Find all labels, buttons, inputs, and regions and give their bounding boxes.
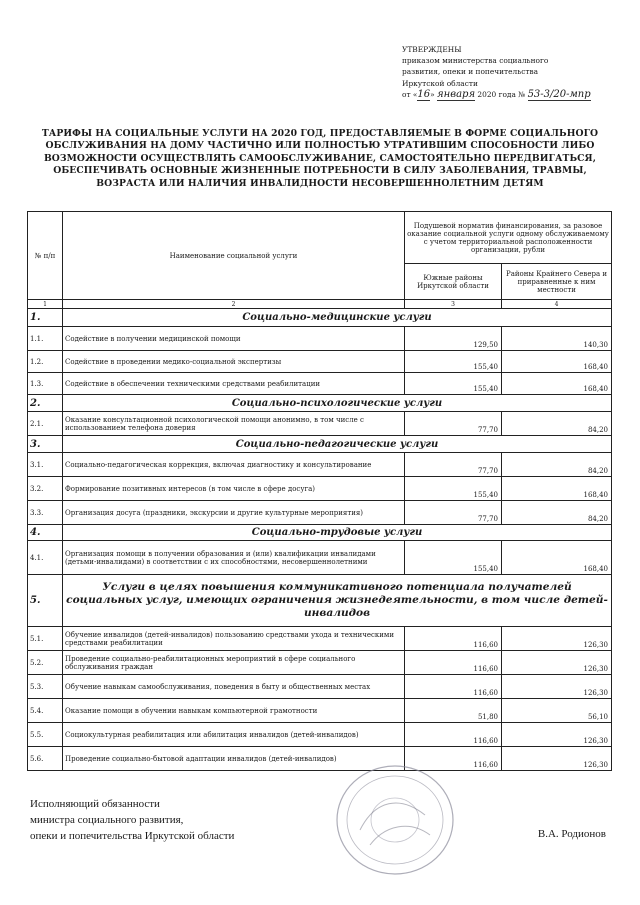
header-south: Южные районы Иркутской области: [405, 264, 502, 300]
table-row: [28, 627, 612, 651]
section-row: [28, 575, 612, 627]
row-num: 1.2.: [28, 351, 63, 373]
table-row: [28, 651, 612, 675]
signatory-name: В.А. Родионов: [537, 828, 606, 840]
row-num: 5.1.: [28, 627, 63, 651]
table-row: [28, 412, 612, 436]
section-row: [28, 525, 612, 541]
section-title: Социально-трудовые услуги: [63, 525, 612, 541]
row-name: Проведение социально-реабилитационных мероприятий в сфере социального обслуживания граждан: [63, 651, 405, 675]
row-num: 5.3.: [28, 675, 63, 699]
row-south: 155,40: [405, 351, 502, 373]
row-north: 126,30: [502, 627, 612, 651]
row-north: 126,30: [502, 747, 612, 771]
row-num: 3.1.: [28, 453, 63, 477]
table-row: [28, 675, 612, 699]
colnum: 4: [502, 300, 612, 309]
section-num: 1.: [28, 309, 63, 327]
table-row: [28, 501, 612, 525]
row-num: 1.1.: [28, 327, 63, 351]
row-north: 140,30: [502, 327, 612, 351]
section-title: Социально-педагогические услуги: [63, 436, 612, 453]
row-north: 84,20: [502, 501, 612, 525]
section-num: 5.: [28, 575, 63, 627]
approval-day: 16: [417, 88, 431, 100]
row-num: 3.2.: [28, 477, 63, 501]
approval-line: Иркутской области: [402, 78, 478, 88]
approval-date: от «16» января 2020 года № 53-3/20-мпр: [402, 88, 591, 100]
row-num: 5.6.: [28, 747, 63, 771]
table-row: [28, 541, 612, 575]
approval-line: развития, опеки и попечительства: [402, 67, 539, 77]
row-num: 2.1.: [28, 412, 63, 436]
row-south: 155,40: [405, 477, 502, 501]
colnum: 3: [405, 300, 502, 309]
approval-block: [402, 44, 632, 101]
row-north: 84,20: [502, 412, 612, 436]
section-num: 3.: [28, 436, 63, 453]
row-name: Организация помощи в получении образования и (или) квалификации инвалидами (детьми-инвалидами) в соответствии с их способностями, несовершеннолетними: [63, 541, 405, 575]
row-name: Содействие в проведении медико-социальной экспертизы: [63, 351, 405, 373]
row-name: Содействие в обеспечении техническими средствами реабилитации: [63, 373, 405, 395]
section-row: [28, 395, 612, 412]
header-norm: Подушевой норматив финансирования, за разовое оказание социальной услуги одному обслуживаемому с учетом территориальной расположенности организации, рубли: [405, 212, 612, 264]
row-num: 4.1.: [28, 541, 63, 575]
row-name: Социокультурная реабилитация или абилитация инвалидов (детей-инвалидов): [63, 723, 405, 747]
row-south: 116,60: [405, 723, 502, 747]
row-north: 168,40: [502, 373, 612, 395]
row-north: 126,30: [502, 723, 612, 747]
row-south: 51,80: [405, 699, 502, 723]
section-title: Социально-психологические услуги: [63, 395, 612, 412]
row-num: 3.3.: [28, 501, 63, 525]
row-south: 77,70: [405, 501, 502, 525]
header-num: № п/п: [28, 212, 63, 300]
row-south: 116,60: [405, 651, 502, 675]
approval-number: 53-3/20-мпр: [527, 88, 591, 100]
colnum: 1: [28, 300, 63, 309]
row-north: 84,20: [502, 453, 612, 477]
official-seal-icon: [330, 760, 460, 880]
signature-line: опеки и попечительства Иркутской области: [30, 830, 235, 842]
row-south: 77,70: [405, 453, 502, 477]
table-row: [28, 373, 612, 395]
row-south: 116,60: [405, 675, 502, 699]
row-north: 126,30: [502, 675, 612, 699]
row-name: Обучение навыкам самообслуживания, поведения в быту и общественных местах: [63, 675, 405, 699]
approval-month: января: [437, 88, 476, 100]
section-num: 2.: [28, 395, 63, 412]
section-title: Социально-медицинские услуги: [63, 309, 612, 327]
signature-line: Исполняющий обязанности: [30, 798, 160, 810]
row-south: 155,40: [405, 541, 502, 575]
table-row: [28, 747, 612, 771]
row-num: 5.4.: [28, 699, 63, 723]
row-north: 56,10: [502, 699, 612, 723]
table-row: [28, 699, 612, 723]
row-south: 116,60: [405, 747, 502, 771]
row-south: 77,70: [405, 412, 502, 436]
row-name: Оказание консультационной психологической помощи анонимно, в том числе с использованием телефона доверия: [63, 412, 405, 436]
row-south: 129,50: [405, 327, 502, 351]
table-row: [28, 351, 612, 373]
row-north: 168,40: [502, 477, 612, 501]
table-row: [28, 453, 612, 477]
row-north: 168,40: [502, 541, 612, 575]
table-row: [28, 327, 612, 351]
row-name: Содействие в получении медицинской помощи: [63, 327, 405, 351]
section-row: [28, 436, 612, 453]
row-name: Формирование позитивных интересов (в том числе в сфере досуга): [63, 477, 405, 501]
signature-block: [30, 796, 234, 844]
document-title: ТАРИФЫ НА СОЦИАЛЬНЫЕ УСЛУГИ НА 2020 ГОД, ПРЕДОСТАВЛЯЕМЫЕ В ФОРМЕ СОЦИАЛЬНОГО ОБСЛУЖИВАНИЯ НА ДОМУ ЧАСТИЧНО ИЛИ ПОЛНОСТЬЮ УТРАТИВШИМ СПОСОБНОСТИ ЛИБО ВОЗМОЖНОСТИ ОСУЩЕСТВЛЯТЬ САМООБСЛУЖИВАНИЕ, САМОСТОЯТЕЛЬНО ПЕРЕДВИГАТЬСЯ, ОБЕСПЕЧИВАТЬ ОСНОВНЫЕ ЖИЗНЕННЫЕ ПОТРЕБНОСТИ В СИЛУ ЗАБОЛЕВАНИЯ, ТРАВМЫ, ВОЗРАСТА ИЛИ НАЛИЧИЯ ИНВАЛИДНОСТИ НЕСОВЕРШЕННОЛЕТНИМ ДЕТЯМ: [41, 128, 599, 189]
row-name: Организация досуга (праздники, экскурсии и другие культурные мероприятия): [63, 501, 405, 525]
table-row: [28, 723, 612, 747]
row-name: Оказание помощи в обучении навыкам компьютерной грамотности: [63, 699, 405, 723]
row-name: Социально-педагогическая коррекция, включая диагностику и консультирование: [63, 453, 405, 477]
section-row: [28, 309, 612, 327]
table-row: [28, 477, 612, 501]
row-num: 1.3.: [28, 373, 63, 395]
approval-line: приказом министерства социального: [402, 56, 549, 66]
row-num: 5.5.: [28, 723, 63, 747]
approval-line: УТВЕРЖДЕНЫ: [402, 45, 462, 54]
row-south: 155,40: [405, 373, 502, 395]
row-north: 168,40: [502, 351, 612, 373]
section-num: 4.: [28, 525, 63, 541]
header-name: Наименование социальной услуги: [63, 212, 405, 300]
tariffs-table: [27, 211, 612, 771]
row-num: 5.2.: [28, 651, 63, 675]
row-south: 116,60: [405, 627, 502, 651]
signature-line: министра социального развития,: [30, 814, 184, 826]
row-north: 126,30: [502, 651, 612, 675]
row-name: Обучение инвалидов (детей-инвалидов) пользованию средствами ухода и техническими средствами реабилитации: [63, 627, 405, 651]
row-name: Проведение социально-бытовой адаптации инвалидов (детей-инвалидов): [63, 747, 405, 771]
header-north: Районы Крайнего Севера и приравненные к ним местности: [502, 264, 612, 300]
colnum: 2: [63, 300, 405, 309]
section-title: Услуги в целях повышения коммуникативного потенциала получателей социальных услуг, имеющих ограничения жизнедеятельности, в том числе детей-инвалидов: [63, 575, 612, 627]
